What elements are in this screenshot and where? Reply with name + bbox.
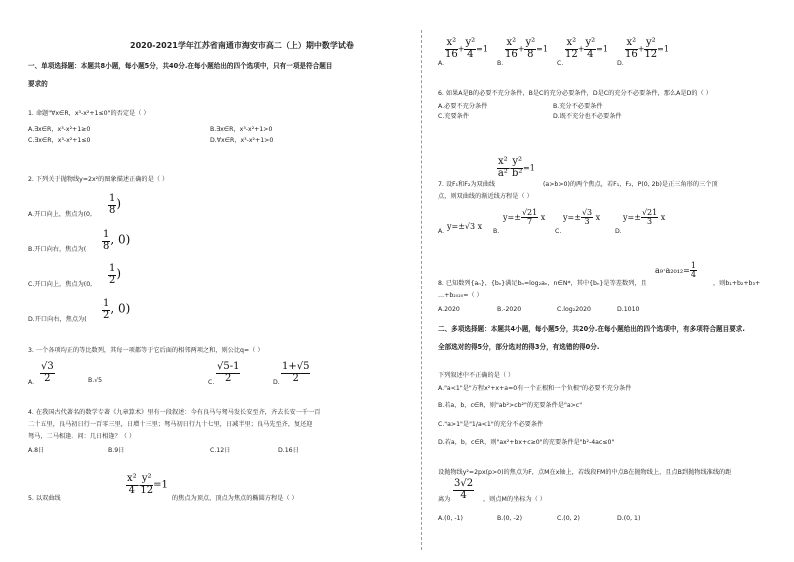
- q9-stem: 下列叙述中不正确的是（ ）: [438, 372, 515, 379]
- q10-line1: 设抛物线y²=2px(p>0)的焦点为F，点M在x轴上，若线段FM的中点B在抛物线上，且点B到抛物线准线的距: [438, 469, 732, 476]
- q3-a-fraction: $\frac{√3}{2}$: [41, 361, 54, 384]
- q7-option-d: y=± $\frac{√21}{3}$ x: [623, 208, 666, 227]
- q4-option-b: B.9日: [108, 447, 125, 454]
- section2-header-line2: 全部选对的得5分，部分选对的得3分，有选错的得0分.: [438, 343, 600, 351]
- q5-option-a: $\frac{\text{x²}}{16}$ + $\frac{\text{y²}}{4}$ =1: [445, 37, 488, 60]
- q10-line2-post: ，则点M的坐标为（ ）: [483, 496, 546, 503]
- q8-line1b: ，则b₁+b₂+b₃+: [713, 280, 761, 287]
- q5-option-b: $\frac{\text{x²}}{16}$ + $\frac{\text{y²}}{8}$ =1: [505, 37, 548, 60]
- q2-option-b: B.开口向右，焦点为(: [28, 246, 87, 253]
- q9-option-a: A."a<1"是"方程x²+x+a=0有一个正根和一个负根"的必要不充分条件: [438, 385, 632, 392]
- q3-stem: 3. 一个各项均正的等比数列，其每一项都等于它后面的相邻两项之和，则公比q=（ ）: [28, 347, 264, 354]
- section1-header-line1: 一、单项选择题：本题共8小题，每小题5分，共40分.在每小题给出的四个选项中，只有一项是符合题目: [28, 62, 333, 70]
- q4-option-a: A.8日: [28, 447, 45, 454]
- q5-c-label: C.: [557, 60, 564, 67]
- q9-option-c: C."a>1"是"1/a<1"的充分不必要条件: [438, 421, 544, 428]
- q10-option-a: A.(0, -1): [438, 515, 463, 522]
- q3-d-label: D.: [273, 379, 280, 386]
- q9-option-b: B.若a，b，c∈R，则"ab²>cb²"的充要条件是"a>c": [438, 402, 583, 409]
- q2-c-fraction: $\frac{1}{2}$ ): [109, 263, 122, 286]
- q7-d-label: D.: [615, 228, 622, 235]
- q1-option-d: D.∀x∈R，x³-x²+1>0: [210, 137, 274, 144]
- q10-fraction: $\frac{3√2}{4}$: [454, 478, 474, 501]
- q1-option-a: A.∃x∈R，x³-x²+1≥0: [28, 126, 91, 133]
- q10-line2-pre: 离为: [438, 496, 451, 503]
- q7-c-label: C.: [555, 228, 562, 235]
- q5-d-label: D.: [617, 60, 624, 67]
- q4-line1: 4. 在我国古代著名的数学专著《九章算术》里有一段叙述：今有良马与驽马发长安至齐，齐去长安一千一百: [28, 409, 321, 416]
- q6-option-b: B.充分不必要条件: [553, 103, 603, 110]
- q5-option-c: $\frac{\text{x²}}{12}$ + $\frac{\text{y²}}{4}$ =1: [565, 37, 608, 60]
- q2-d-fraction: $\frac{1}{2}$ , 0): [103, 298, 131, 321]
- q1-stem: 1. 命题"∀x∈R，x³-x²+1≤0"的否定是（ ）: [28, 110, 150, 117]
- q4-line2: 二十五里，良马初日行一百零三里，日增十三里；驽马初日行九十七里，日减半里；良马先至齐，复还迎: [28, 421, 313, 428]
- q10-option-d: D.(0, 1): [617, 515, 641, 522]
- q1-option-c: C.∃x∈R，x³-x²+1≤0: [28, 137, 91, 144]
- q1-option-b: B.∃x∈R，x³-x²+1>0: [210, 126, 273, 133]
- q2-stem: 2. 下列关于抛物线y=2x²的图象描述正确的是（ ）: [28, 176, 169, 183]
- q7-option-b: y=± $\frac{√21}{7}$ x: [503, 208, 546, 227]
- page-title: 2020-2021学年江苏省南通市海安市高二（上）期中数学试卷: [130, 41, 354, 50]
- q5-a-label: A.: [438, 60, 445, 67]
- q7-a-label: A.: [438, 228, 445, 235]
- q8-line2: …+b₂₀₂₀=（ ）: [438, 292, 483, 299]
- q2-b-fraction: $\frac{1}{8}$ , 0): [103, 229, 131, 252]
- q3-a-label: A.: [28, 379, 35, 386]
- q3-c-label: C.: [208, 379, 215, 386]
- q5-hyperbola-equation: $\frac{\text{x²}}{4}$ - $\frac{\text{y²}}{12}$ =1: [127, 473, 168, 496]
- q8-option-b: B.-2020: [497, 306, 522, 313]
- q7-hyperbola-equation: $\frac{\text{x²}}{\text{a²}}$ - $\frac{\text{y²}}{\text{b²}}$ =1: [497, 156, 535, 179]
- q4-option-d: D.16日: [278, 447, 299, 454]
- q7-option-c: y=± $\frac{√3}{3}$ x: [563, 208, 601, 227]
- q3-option-b: B.√5: [88, 377, 103, 384]
- q5-stem-pre: 5. 以双曲线: [28, 495, 61, 502]
- q2-option-a: A.开口向上，焦点为(0,: [28, 211, 92, 218]
- q2-option-d: D.开口向右，焦点为(: [28, 316, 87, 323]
- q9-option-d: D.若a，b，c∈R，则"ax²+bx+c≥0"的充要条件是"b²-4ac≤0": [438, 439, 615, 446]
- q6-stem: 6. 如果A是B的必要不充分条件，B是C的充分必要条件，D是C的充分不必要条件，那么A是D的（ ）: [438, 90, 712, 97]
- q10-option-b: B.(0, -2): [497, 515, 523, 522]
- q8-line1: 8. 已知数列{aₙ}，{bₙ}满足bₙ=log₂aₙ，n∈N*，其中{bₙ}是等差数列，且: [438, 280, 647, 287]
- column-divider: [421, 30, 422, 550]
- q7-line1: 7. 设F₁和F₂为双曲线: [438, 181, 496, 188]
- q8-option-a: A.2020: [438, 306, 460, 313]
- q6-option-a: A.必要不充分条件: [438, 103, 488, 110]
- q2-a-fraction: $\frac{1}{8}$ ): [109, 193, 122, 216]
- q5-stem-post: 的焦点为顶点，顶点为焦点的椭圆方程是（ ）: [172, 495, 298, 502]
- q8-equation: a₉·a₂₀₁₂= $\frac{1}{4}$: [655, 261, 696, 280]
- q7-line2: 点，则双曲线的渐近线方程是（ ）: [438, 193, 533, 200]
- q6-option-c: C.充要条件: [438, 113, 470, 120]
- section2-header-line1: 二、多项选择题：本题共4小题，每小题5分，共20分.在每小题给出的四个选项中，有多项符合题目要求.: [438, 325, 745, 333]
- q10-option-c: C.(0, 2): [557, 515, 580, 522]
- q7-option-a: y=±√3 x: [447, 222, 483, 231]
- q5-option-d: $\frac{\text{x²}}{16}$ + $\frac{\text{y²}}{12}$ =1: [625, 37, 669, 60]
- section1-header-line2: 要求的: [28, 80, 48, 88]
- q8-option-c: C.log₂2020: [557, 306, 591, 313]
- q4-line3: 驽马，二马相逢．问：几日相逢？（ ）: [28, 433, 136, 440]
- q7-line1b: (a>b>0)的两个焦点，若F₁，F₂，P(0, 2b)是正三角形的三个顶: [543, 181, 718, 188]
- q6-option-d: D.既不充分也不必要条件: [553, 113, 622, 120]
- q7-b-label: B.: [493, 228, 500, 235]
- q3-d-fraction: $\frac{1+√5}{2}$: [282, 361, 310, 384]
- q5-b-label: B.: [497, 60, 504, 67]
- q4-option-c: C.12日: [210, 447, 231, 454]
- q8-option-d: D.1010: [617, 306, 640, 313]
- q3-c-fraction: $\frac{√5-1}{2}$: [217, 361, 240, 384]
- q2-option-c: C.开口向上，焦点为(0,: [28, 281, 93, 288]
